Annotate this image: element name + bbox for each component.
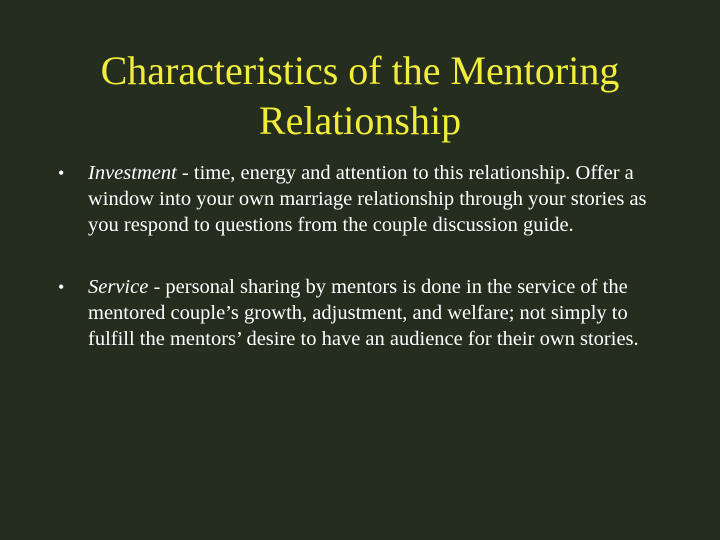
slide-title: Characteristics of the Mentoring Relationship (100, 48, 620, 143)
bullet-term: Investment (88, 162, 177, 184)
bullet-service (58, 274, 678, 352)
bullet-text: - personal sharing by mentors is done in the service of the mentored couple’s growth, adjustment, and welfare; not simply to fulfill the mentors’ desire to have an audience for their own stories. (88, 276, 639, 350)
bullet-text: - time, energy and attention to this relationship. Offer a window into your own marriage relationship through your stories as you respond to questions from the couple discussion guide. (88, 162, 647, 236)
bullet-investment (58, 160, 678, 238)
bullet-marker: • (58, 163, 65, 183)
bullet-term: Service (88, 276, 149, 298)
bullet-marker: • (58, 277, 65, 297)
bullet-list (58, 160, 678, 352)
